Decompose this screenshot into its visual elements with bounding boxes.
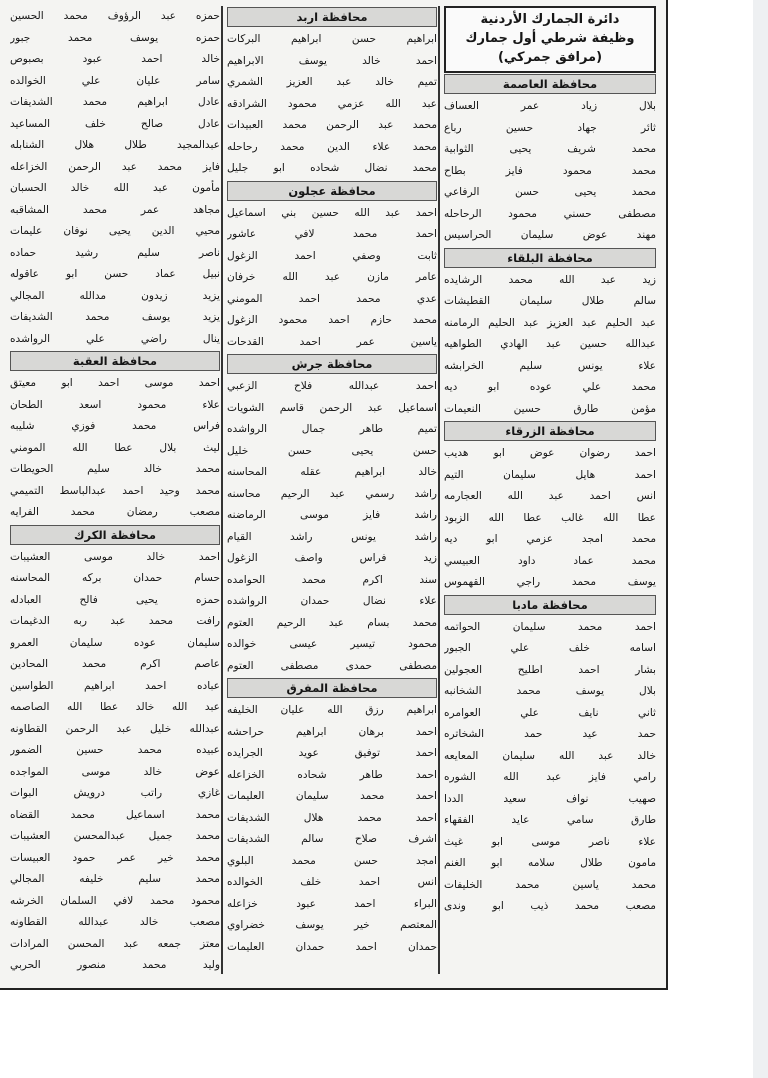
candidate-name: عدي محمد احمد المومني <box>227 292 437 305</box>
candidate-name: انس احمد خلف الخوالده <box>227 876 437 888</box>
governorate-heading: محافظة عجلون <box>227 181 437 201</box>
governorate-heading: محافظة العقبة <box>10 351 220 371</box>
candidate-name: اسامه خلف علي الجبور <box>444 642 656 654</box>
candidate-name: محمد اسماعيل محمد القضاه <box>10 808 220 821</box>
candidate-name: حمزه عبد الرؤوف محمد الحسين <box>10 10 220 22</box>
candidate-name: محمد شريف يحيى الثوابية <box>444 143 656 155</box>
candidate-name: مؤمن طارق حسين النعيمات <box>444 402 656 415</box>
candidate-name: احمد خالد يوسف الابراهيم <box>227 54 437 67</box>
candidate-name: راشد يونس راشد القيام <box>227 530 437 543</box>
header-job-subtitle: (مرافق جمركي) <box>497 50 603 65</box>
candidate-name: احمد عبد الله حسين بني اسماعيل <box>227 206 437 219</box>
candidate-name: حمزه يوسف محمد جبور <box>10 31 220 44</box>
candidate-name: بلال زياد عمر العساف <box>444 100 656 112</box>
column-1 <box>444 6 656 918</box>
candidate-name: انس احمد عبد الله العجارمه <box>444 490 656 502</box>
candidate-name: وليد محمد منصور الحربي <box>10 959 220 971</box>
candidate-name: محمد محمود فايز بطاح <box>444 164 656 177</box>
candidate-name: عباده احمد ابراهيم الطواسين <box>10 679 220 692</box>
candidate-name: تميم طاهر جمال الرواشده <box>227 423 437 435</box>
column-divider <box>438 6 440 974</box>
candidate-name: ثائر جهاد حسين رباع <box>444 121 656 134</box>
candidate-name: عادل صالح خلف المساعيد <box>10 117 220 130</box>
candidate-name: حسام حمدان بركه المحاسنه <box>10 572 220 584</box>
candidate-name: عامر مازن عبد الله خرفان <box>227 271 437 283</box>
candidate-name: علاء يونس سليم الخرابشه <box>444 359 656 372</box>
candidate-name: اشرف صلاح سالم الشديفات <box>227 833 437 845</box>
candidate-name: عاصم اكرم محمد المحادين <box>10 658 220 670</box>
candidate-name: بلال يوسف محمد الشخانبه <box>444 685 656 697</box>
candidate-name: حسن يحيى حسن خليل <box>227 444 437 457</box>
governorate-heading: محافظة البلقاء <box>444 248 656 268</box>
candidate-name: اسماعيل عبد الرحمن قاسم الشويات <box>227 401 437 414</box>
candidate-name: معتز جمعه عبد المحسن المرادات <box>10 937 220 950</box>
candidate-name: محمد خير عمر حمود العبيسات <box>10 851 220 864</box>
candidate-name: احمد طاهر شحاده الخزاعله <box>227 768 437 781</box>
candidate-name: خالد عبد الله سليمان المعايعه <box>444 749 656 762</box>
candidate-name: محمد وحيد احمد عبدالباسط التميمي <box>10 484 220 497</box>
candidate-name: احمد موسى احمد ابو معيتق <box>10 377 220 389</box>
candidate-name: محمد ياسين محمد الخليفات <box>444 878 656 891</box>
governorate-heading: محافظة المفرق <box>227 678 437 698</box>
candidate-name: يوسف محمد راجي القهموس <box>444 576 656 588</box>
candidate-name: ناصر سليم رشيد حماده <box>10 246 220 259</box>
candidate-name: احمد محمد هلال الشديفات <box>227 811 437 824</box>
candidate-name: احمد توفيق عويد الجرايده <box>227 747 437 759</box>
candidate-name: مصطفى حمدى مصطفى العتوم <box>227 659 437 672</box>
candidate-name: ياسين عمر احمد القدحات <box>227 335 437 348</box>
governorate-heading: محافظة جرش <box>227 354 437 374</box>
candidate-name: تميم خالد عبد العزيز الشمري <box>227 76 437 88</box>
candidate-name: المعتصم خير يوسف خضراوي <box>227 919 437 931</box>
candidate-name: راشد رسمي عبد الرحيم محاسنه <box>227 487 437 500</box>
candidate-name: محيي الدين يحيى نوفان عليمات <box>10 225 220 237</box>
candidate-name: غازي راتب درويش البوات <box>10 787 220 799</box>
candidate-name: خالد ابراهيم عقله المحاسنه <box>227 466 437 478</box>
candidate-name: يزيد زيدون مدالله المجالي <box>10 289 220 302</box>
candidate-name: مصعب محمد ذيب ابو وندى <box>444 900 656 912</box>
candidate-name: سليمان عوده سليمان العمرو <box>10 636 220 649</box>
candidate-name: محمود محمد لافي السلمان الخرشه <box>10 894 220 907</box>
candidate-name: نبيل عماد حسن ابو عاقوله <box>10 268 220 280</box>
candidate-name: مهند عوض سليمان الحراسيس <box>444 229 656 241</box>
candidate-name: مصطفى حسني محمود الرحاحله <box>444 207 656 220</box>
candidate-name: مصعب خالد عبدالله القطاونه <box>10 916 220 928</box>
candidate-name: محمد يحيى حسن الرفاعي <box>444 186 656 198</box>
candidate-name: علاء محمود اسعد الطحان <box>10 398 220 411</box>
candidate-name: بشار احمد اطليح العجولين <box>444 663 656 676</box>
candidate-name: سامر عليان علي الخوالده <box>10 74 220 87</box>
candidate-name: سند اكرم محمد الحوامده <box>227 573 437 586</box>
candidate-name: فراس محمد فوزي شليبه <box>10 420 220 432</box>
candidate-name: عبيده محمد حسين الضمور <box>10 744 220 756</box>
candidate-name: محمد عبد الرحمن محمد العبيدات <box>227 119 437 131</box>
candidate-name: محمد جميل عبدالمحسن العشيبات <box>10 830 220 842</box>
candidate-name: البراء احمد عبود خزاعله <box>227 897 437 910</box>
candidate-name: رامي فايز عبد الله الشوره <box>444 771 656 783</box>
governorate-heading: محافظة اربد <box>227 7 437 27</box>
candidate-name: ليث بلال عطا الله المومني <box>10 441 220 454</box>
candidate-name: عبدالمجيد طلال هلال الشنابله <box>10 139 220 151</box>
candidate-name: حمزه يحيى فالح العبادله <box>10 593 220 606</box>
candidate-name: زيد فراس واصف الزغول <box>227 552 437 564</box>
governorate-heading: محافظة العاصمة <box>444 74 656 94</box>
candidate-name: مجاهد عمر محمد المشاقبه <box>10 203 220 216</box>
viewer-edge <box>753 0 768 1078</box>
candidate-name: احمد محمد لافي عاشور <box>227 228 437 240</box>
candidate-name: راشد فايز موسى الرماضنه <box>227 509 437 521</box>
candidate-name: عطا الله غالب عطا الله الزبود <box>444 511 656 524</box>
column-3 <box>10 6 220 977</box>
candidate-name: محمد خالد سليم الحويطات <box>10 463 220 475</box>
candidate-name: ابراهيم حسن ابراهيم البركات <box>227 33 437 45</box>
candidate-name: احمد هايل سليمان التيم <box>444 468 656 481</box>
announcement-header <box>444 6 656 73</box>
candidate-name: حمدان احمد حمدان العليمات <box>227 940 437 953</box>
candidate-name: ابراهيم رزق الله عليان الخليفه <box>227 704 437 716</box>
candidate-name: ينال راضي علي الرواشده <box>10 332 220 345</box>
candidate-name: محمد عماد داود العبيسي <box>444 554 656 567</box>
header-job-title: وظيفة شرطي أول جمارك <box>465 31 635 46</box>
candidate-name: احمد محمد سليمان الحواتمه <box>444 620 656 633</box>
candidate-name: عوض خالد موسى المواجده <box>10 765 220 778</box>
candidate-name: عبدالله خليل عبد الرحمن القطاونه <box>10 722 220 735</box>
candidate-name: احمد برهان ابراهيم حراحشه <box>227 725 437 738</box>
candidate-name: محمد علاء الدين محمد رحاحله <box>227 140 437 153</box>
candidate-name: فايز محمد عبد الرحمن الخزاعله <box>10 160 220 173</box>
governorate-heading: محافظة مادبا <box>444 595 656 615</box>
candidate-name: عادل ابراهيم محمد الشديفات <box>10 96 220 108</box>
candidate-name: محمد سليم خليفه المجالي <box>10 873 220 885</box>
candidate-name: احمد محمد سليمان العليمات <box>227 790 437 802</box>
candidate-name: ثاني نايف علي العوامره <box>444 706 656 719</box>
candidate-name: ثابت وصفي احمد الزغول <box>227 249 437 262</box>
candidate-name: يزيد يوسف محمد الشديفات <box>10 311 220 323</box>
candidate-name: سالم طلال سليمان القطيشات <box>444 295 656 307</box>
candidate-name: محمد امجد عزمي ابو ديه <box>444 533 656 545</box>
candidate-name: محمد علي عوده ابو ديه <box>444 381 656 393</box>
candidate-name: عبدالله حسين عبد الهادي الطواهيه <box>444 338 656 350</box>
candidate-name: مصعب رمضان محمد الفرايه <box>10 506 220 518</box>
column-divider <box>221 6 223 974</box>
candidate-name: علاء نضال حمدان الرواشده <box>227 595 437 607</box>
candidate-name: طارق سامي عايد الفقهاء <box>444 814 656 826</box>
candidate-name: عبد الله خالد عطا الله الصاصمه <box>10 701 220 713</box>
candidate-name: احمد خالد موسى العشيبات <box>10 550 220 563</box>
candidate-name: امجد حسن محمد البلوي <box>227 854 437 867</box>
header-department: دائرة الجمارك الأردنية <box>480 12 620 27</box>
column-2 <box>227 6 437 958</box>
governorate-heading: محافظة الزرقاء <box>444 421 656 441</box>
candidate-name: عبد الحليم عبد العزيز عبد الحليم الرمامنه <box>444 316 656 329</box>
candidate-name: محمد نضال شحاده ابو جليل <box>227 162 437 174</box>
candidate-name: مامون طلال سلامه ابو الغنم <box>444 857 656 869</box>
candidate-name: عبد الله عزمي محمود الشرادقه <box>227 97 437 110</box>
candidate-name: رافت محمد عبد ربه الدغيمات <box>10 615 220 627</box>
candidate-name: حمد عيد حمد الشخاتره <box>444 728 656 740</box>
candidate-name: احمد عبدالله فلاح الزعبي <box>227 380 437 392</box>
governorate-heading: محافظة الكرك <box>10 525 220 545</box>
candidate-name: محمود تيسير عيسى خوالده <box>227 638 437 650</box>
candidate-name: صهيب نواف سعيد الددا <box>444 792 656 805</box>
candidate-name: احمد رضوان عوض ابو هديب <box>444 447 656 459</box>
candidate-name: مأمون عبد الله خالد الحسبان <box>10 182 220 194</box>
candidate-name: محمد بسام عبد الرحيم العتوم <box>227 616 437 629</box>
candidate-name: خالد احمد عبود بصبوص <box>10 53 220 65</box>
candidate-name: محمد حازم احمد محمود الزغول <box>227 314 437 326</box>
candidate-name: علاء ناصر موسى ابو غيث <box>444 835 656 848</box>
candidate-name: زيد عبد الله محمد الرشايده <box>444 273 656 286</box>
